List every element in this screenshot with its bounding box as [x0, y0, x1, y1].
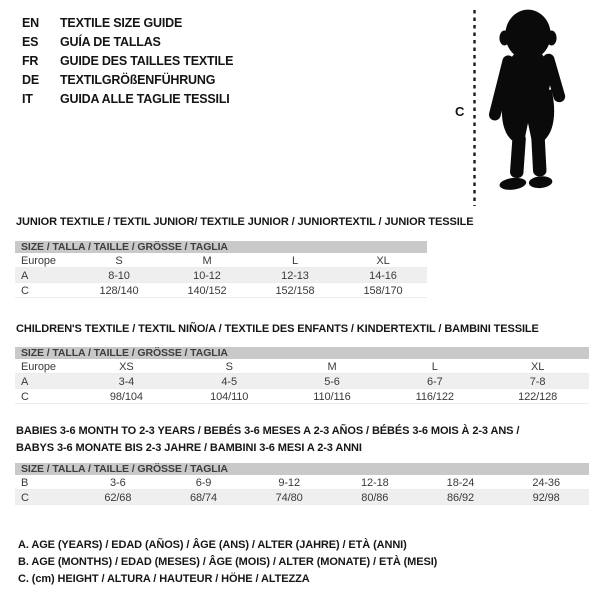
row-label-cell: Europe	[21, 361, 56, 373]
size-value-cell: L	[291, 255, 299, 267]
size-value-cell: 98/104	[109, 391, 143, 403]
size-value-cell: 7-8	[529, 376, 546, 388]
row-label-cell: C	[21, 492, 29, 504]
height-measure-label: C	[455, 104, 465, 119]
junior-size-table	[15, 241, 427, 298]
legend-item-fr	[22, 52, 233, 71]
note-line: C. (cm) HEIGHT / ALTURA / HAUTEUR / HÖHE / ALTEZZA	[18, 573, 310, 585]
language-code: ES	[22, 35, 39, 49]
section-junior-textile	[16, 214, 474, 298]
size-value-cell: 6-9	[195, 477, 212, 489]
legend-label: GUIDA ALLE TAGLIE TESSILI	[60, 92, 230, 106]
section-title	[16, 214, 474, 230]
size-value-cell: 4-5	[221, 376, 237, 388]
row-label-cell: B	[21, 477, 29, 489]
size-value-cell: 92/98	[532, 492, 560, 504]
babies-size-table	[15, 463, 589, 505]
section-title-line: CHILDREN'S TEXTILE / TEXTIL NIÑO/A / TEXTILE DES ENFANTS / KINDERTEXTIL / BAMBINI TESSILE	[16, 323, 539, 335]
table-row	[15, 283, 427, 298]
language-code: DE	[22, 73, 39, 87]
table-row	[15, 389, 589, 404]
toddler-silhouette-icon	[486, 8, 570, 208]
legend-item-es	[22, 33, 233, 52]
row-label-cell: A	[21, 270, 29, 282]
size-header-bar: SIZE / TALLA / TAILLE / GRÖSSE / TAGLIA	[15, 241, 427, 253]
legend-label: GUIDE DES TAILLES TEXTILE	[60, 54, 234, 68]
section-childrens-textile	[16, 321, 589, 404]
size-value-cell: M	[327, 361, 337, 373]
section-title	[16, 321, 589, 337]
table-row	[15, 253, 427, 268]
size-value-cell: 10-12	[193, 270, 221, 282]
size-header-bar: SIZE / TALLA / TAILLE / GRÖSSE / TAGLIA	[15, 347, 589, 359]
size-value-cell: 24-36	[532, 477, 560, 489]
row-label-cell: C	[21, 391, 29, 403]
size-value-cell: 8-10	[108, 270, 130, 282]
row-label-cell: A	[21, 376, 29, 388]
size-value-cell: 62/68	[104, 492, 132, 504]
height-measure-dashed-line	[472, 10, 477, 206]
legend-label: GUÍA DE TALLAS	[60, 35, 161, 49]
section-babies-textile	[16, 423, 589, 505]
language-legend	[22, 14, 233, 109]
table-row	[15, 268, 427, 283]
language-code: FR	[22, 54, 39, 68]
size-value-cell: 14-16	[369, 270, 397, 282]
size-value-cell: 3-6	[110, 477, 126, 489]
size-value-cell: 12-18	[361, 477, 389, 489]
legend-item-en	[22, 14, 233, 33]
size-value-cell: 122/128	[518, 391, 558, 403]
size-value-cell: 158/170	[363, 285, 403, 297]
size-value-cell: 116/122	[415, 391, 454, 403]
legend-item-it	[22, 90, 233, 109]
size-value-cell: S	[225, 361, 233, 373]
size-value-cell: 9-12	[278, 477, 300, 489]
size-value-cell: 86/92	[446, 492, 474, 504]
size-value-cell: XS	[119, 361, 134, 373]
section-title-line: JUNIOR TEXTILE / TEXTIL JUNIOR/ TEXTILE JUNIOR / JUNIORTEXTIL / JUNIOR TESSILE	[16, 216, 474, 228]
section-title-line: BABYS 3-6 MONATE BIS 2-3 JAHRE / BAMBINI 3-6 MESI A 2-3 ANNI	[16, 442, 362, 454]
size-header-bar: SIZE / TALLA / TAILLE / GRÖSSE / TAGLIA	[15, 463, 589, 475]
size-value-cell: 74/80	[275, 492, 303, 504]
size-value-cell: 6-7	[426, 376, 443, 388]
size-value-cell: 152/158	[275, 285, 315, 297]
table-row	[15, 475, 589, 490]
size-value-cell: 12-13	[281, 270, 309, 282]
size-value-cell: 5-6	[324, 376, 340, 388]
size-value-cell: S	[115, 255, 123, 267]
size-value-cell: 104/110	[210, 391, 249, 403]
language-code: IT	[22, 92, 33, 106]
size-value-cell: 68/74	[189, 492, 217, 504]
note-line: B. AGE (MONTHS) / EDAD (MESES) / ÂGE (MOIS) / ALTER (MONATE) / ETÀ (MESI)	[18, 556, 438, 568]
table-row	[15, 374, 589, 389]
legend-label: TEXTILE SIZE GUIDE	[60, 16, 183, 30]
language-code: EN	[22, 16, 39, 30]
size-value-cell: XL	[376, 255, 390, 267]
table-row	[15, 359, 589, 374]
section-title	[16, 423, 589, 457]
size-value-cell: L	[431, 361, 438, 373]
row-label-cell: Europe	[21, 255, 56, 267]
size-value-cell: 140/152	[187, 285, 227, 297]
size-value-cell: XL	[530, 361, 545, 373]
note-line: A. AGE (YEARS) / EDAD (AÑOS) / ÂGE (ANS) / ALTER (JAHRE) / ETÀ (ANNI)	[18, 539, 407, 551]
size-value-cell: 3-4	[118, 376, 135, 388]
legend-item-de	[22, 71, 233, 90]
size-value-cell: M	[202, 255, 212, 267]
size-value-cell: 110/116	[313, 391, 351, 403]
size-value-cell: 18-24	[446, 477, 475, 489]
size-value-cell: 128/140	[99, 285, 139, 297]
table-row	[15, 490, 589, 505]
childrens-size-table	[15, 347, 589, 404]
measure-key-notes	[18, 537, 437, 588]
size-value-cell: 80/86	[361, 492, 389, 504]
row-label-cell: C	[21, 285, 29, 297]
section-title-line: BABIES 3-6 MONTH TO 2-3 YEARS / BEBÉS 3-6 MESES A 2-3 AÑOS / BÉBÉS 3-6 MOIS À 2-3 ANS /	[16, 425, 520, 437]
legend-label: TEXTILGRÖßENFÜHRUNG	[60, 73, 216, 87]
